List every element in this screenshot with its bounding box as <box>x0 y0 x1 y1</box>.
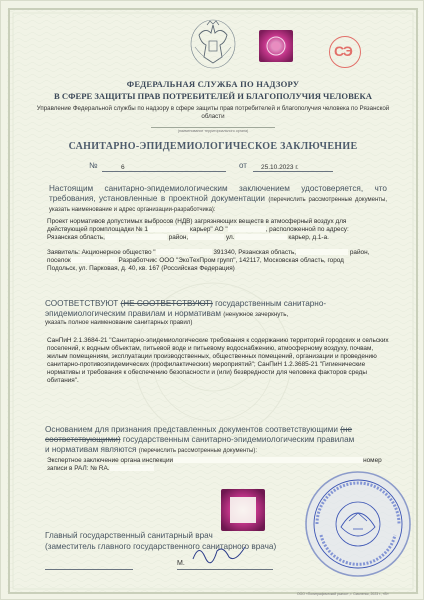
match-word: СООТВЕТСТВУЮТ <box>45 299 119 308</box>
department-caption: (наименование территориального органа) <box>177 129 249 133</box>
official-stamp-icon <box>303 469 413 579</box>
agency-line-2: В СФЕРЕ ЗАЩИТЫ ПРАВ ПОТРЕБИТЕЛЕЙ И БЛАГОПОЛУЧИЯ ЧЕЛОВЕКА <box>54 91 372 101</box>
agency-line-1: ФЕДЕРАЛЬНАЯ СЛУЖБА ПО НАДЗОРУ <box>126 79 300 89</box>
coat-of-arms-icon <box>187 17 239 71</box>
date-label: от <box>239 161 247 170</box>
no-match-word: (НЕ СООТВЕТСТВУЮТ) <box>120 299 213 308</box>
se-logo <box>329 36 361 68</box>
signature-subtitle: (заместитель главного государственного санитарного врача) <box>45 542 277 551</box>
section2-regulations: СанПиН 2.1.3684-21 "Санитарно-эпидемиологические требования к содержанию территорий городских и сельских поселений, к водным объектам, питьевой воде и питьевому водоснабжению, атмосферному воздуху, почвам, жилым помещениям, эксплуатации производственных, общественных помещений, организации и проведению санитарно-противоэпидемических (профилактических) мероприятий"; СанПиН 1.2.3685-21 "Гигиенические нормативы и требования к обеспечению безопасности и (или) безвредности для человека факторов среды обитания". <box>47 337 389 384</box>
number-value: 6 <box>121 164 125 171</box>
printer-imprint: ООО «Полиграфический рынок», г. Смоленск, 2023 г., «В» <box>297 592 389 596</box>
date-value: 25.10.2023 г. <box>261 164 299 171</box>
project-description: Проект нормативов допустимых выбросов (НДВ) загрязняющих веществ в атмосферный воздух для действующей промплощадки № 1 карьер" АО " , расположенной по адресу: Рязанская область, район, ул. карьер, д.1-а. <box>47 218 349 241</box>
hologram-sticker-top-icon <box>258 29 294 63</box>
hologram-sticker-bottom-icon <box>220 488 266 532</box>
expert-conclusion: Экспертное заключение органа инспекции номер записи в РАЛ: № RA. <box>47 457 382 472</box>
section2-heading: СООТВЕТСТВУЮТ (НЕ СООТВЕТСТВУЮТ) государственным санитарно- эпидемиологическим правилам и нормативам (ненужное зачеркнуть, указать полное наименование санитарных правил) <box>45 299 327 326</box>
se-logo-text: СЭ <box>334 43 352 59</box>
section3-heading: Основанием для признания представленных документов соответствующими (не соответствующими) государственным санитарно-эпидемиологическим правилам и нормативам являются (перечислить рассмотренные документы): <box>45 425 355 454</box>
signature-title: Главный государственный санитарный врач <box>45 531 213 540</box>
document-title: САНИТАРНО-ЭПИДЕМИОЛОГИЧЕСКОЕ ЗАКЛЮЧЕНИЕ <box>68 141 358 152</box>
signature-scribble-icon <box>189 539 249 567</box>
section1-lead: Настоящим санитарно-эпидемиологическим заключением удостоверяется, что требования, установленные в проектной документации (перечислить рассмотренные документы, указать наименование и адрес организации-разработчика): <box>49 184 387 214</box>
number-label: № <box>89 161 98 170</box>
applicant-info: Заявитель: Акционерное общество " 391340, Рязанская область, район, поселок Разработчик: ООО "ЭкоТехПром групп", 142117, Московская область, город Подольск, ул. Парковая, д. 40, кв. 167 (Российская Федерация) <box>47 249 370 272</box>
department-name: Управление Федеральной службы по надзору в сфере защиты прав потребителей и благополучия человека по Рязанской области <box>36 105 390 120</box>
signer-initial: М. <box>177 560 185 567</box>
